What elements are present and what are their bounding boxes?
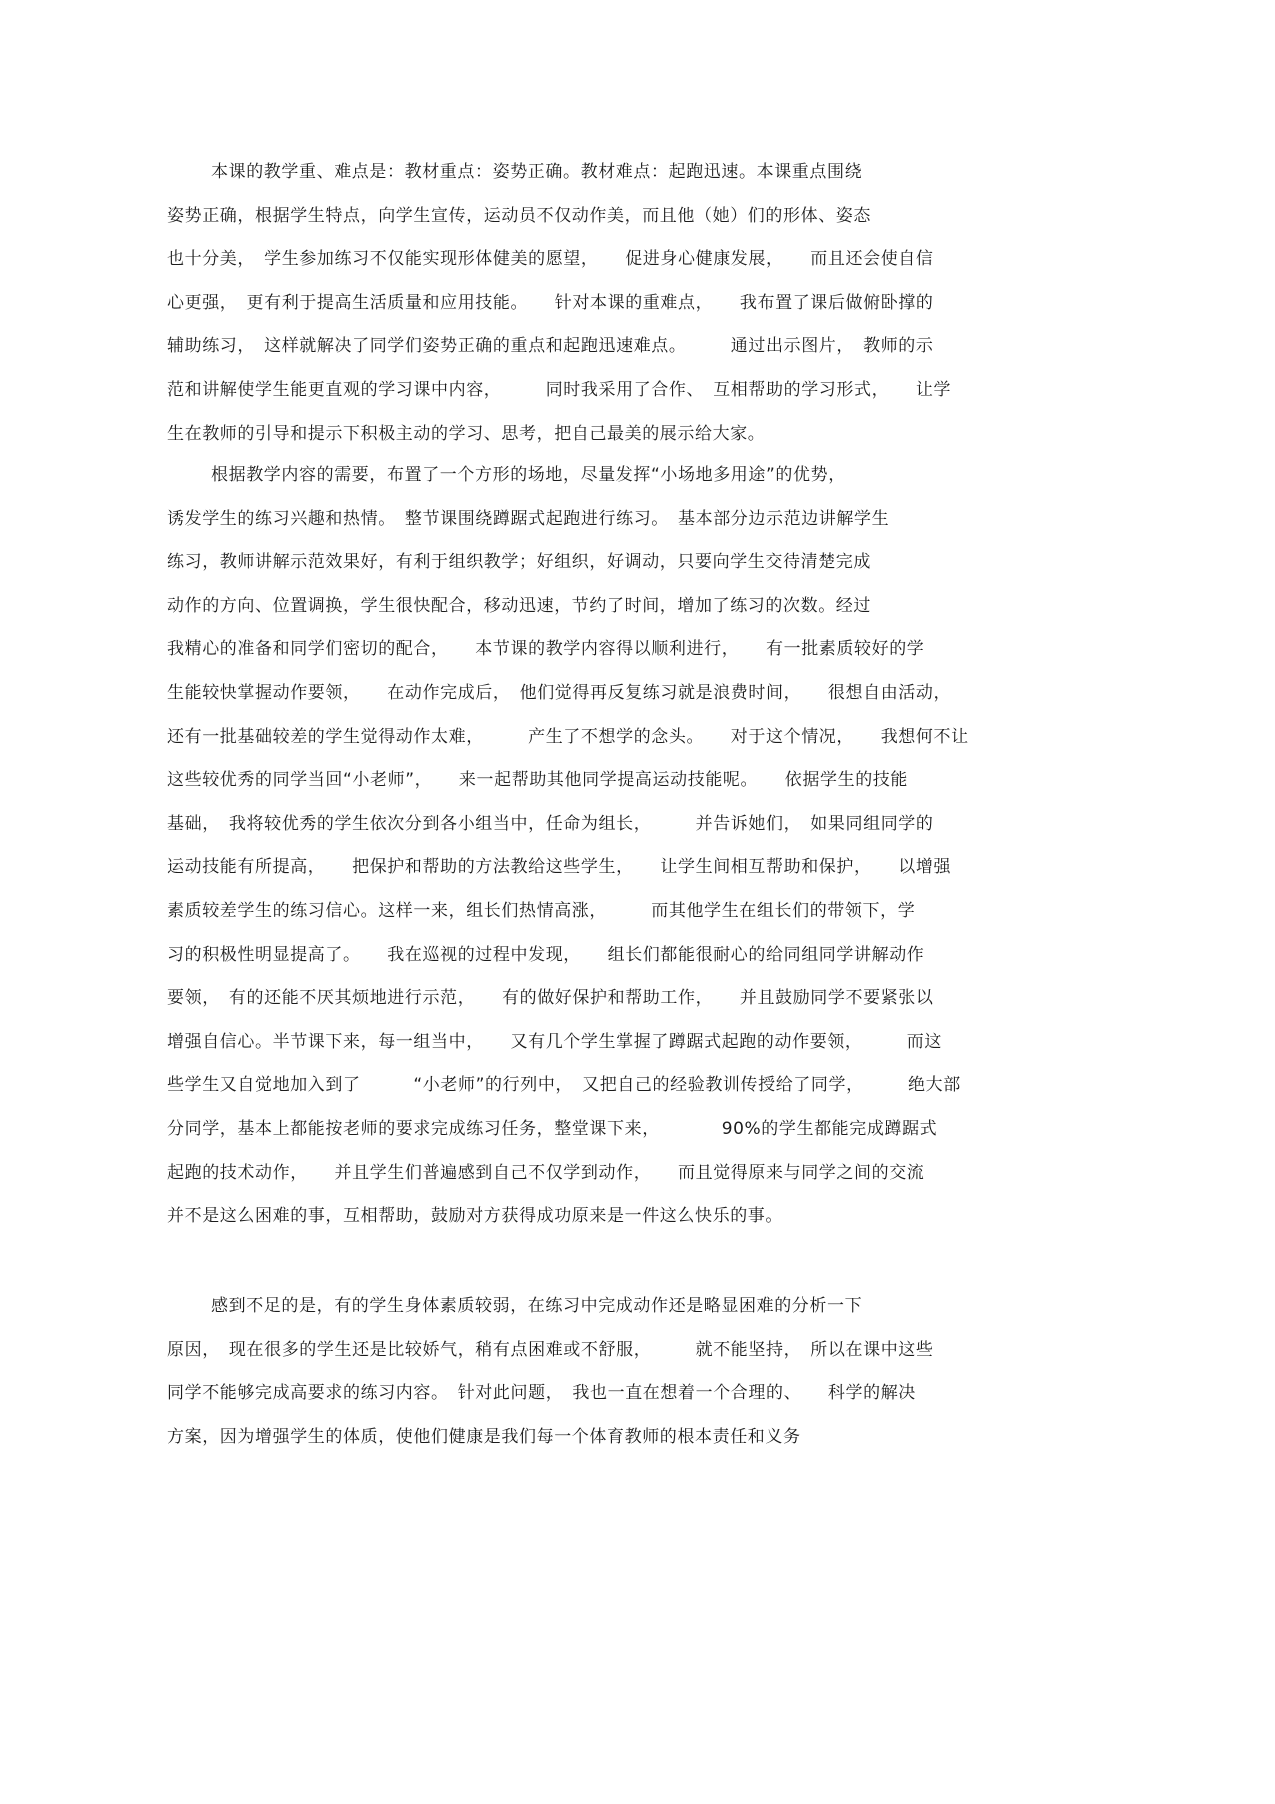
paragraph-line: 增强自信心。半节课下来，每一组当中， 又有几个学生掌握了蹲踞式起跑的动作要领， 而这 — [167, 1031, 942, 1052]
paragraph-first-line: 本课的教学重、难点是：教材重点：姿势正确。教材难点：起跑迅速。本课重点围绕 — [211, 162, 863, 182]
paragraph-line: 也十分美， 学生参加练习不仅能实现形体健美的愿望， 促进身心健康发展， 而且还会使自信 — [167, 249, 934, 270]
paragraph-line: 我精心的准备和同学们密切的配合， 本节课的教学内容得以顺利进行， 有一批素质较好的学 — [167, 639, 925, 660]
paragraph-first-line: 感到不足的是，有的学生身体素质较弱，在练习中完成动作还是略显困难的分析一下 — [211, 1296, 863, 1316]
paragraph-line: 同学不能够完成高要求的练习内容。 针对此问题， 我也一直在想着一个合理的、 科学的解决 — [167, 1383, 916, 1404]
paragraph-line: 方案，因为增强学生的体质，使他们健康是我们每一个体育教师的根本责任和义务 — [167, 1426, 801, 1447]
paragraph-line: 些学生又自觉地加入到了 “小老师”的行列中， 又把自己的经验教训传授给了同学， 绝大部 — [167, 1075, 961, 1096]
paragraph-line: 动作的方向、位置调换，学生很快配合，移动迅速，节约了时间，增加了练习的次数。经过 — [167, 595, 871, 616]
paragraph-first-line: 根据教学内容的需要，布置了一个方形的场地，尽量发挥“小场地多用途”的优势， — [211, 465, 846, 485]
paragraph-line: 基础， 我将较优秀的学生依次分到各小组当中，任命为组长， 并告诉她们， 如果同组同学的 — [167, 813, 934, 834]
paragraph-line: 运动技能有所提高， 把保护和帮助的方法教给这些学生， 让学生间相互帮助和保护， 以增强 — [167, 857, 952, 878]
paragraph-line: 还有一批基础较差的学生觉得动作太难， 产生了不想学的念头。 对于这个情况， 我想何不让 — [167, 726, 969, 747]
paragraph-line: 并不是这么困难的事，互相帮助，鼓励对方获得成功原来是一件这么快乐的事。 — [167, 1206, 783, 1227]
paragraph-line: 姿势正确，根据学生特点，向学生宣传，运动员不仅动作美，而且他（她）们的形体、姿态 — [167, 205, 871, 226]
paragraph-line: 原因， 现在很多的学生还是比较娇气，稍有点困难或不舒服， 就不能坚持， 所以在课中这些 — [167, 1339, 934, 1360]
paragraph-line: 要领， 有的还能不厌其烦地进行示范， 有的做好保护和帮助工作， 并且鼓励同学不要紧张以 — [167, 988, 934, 1009]
paragraph-line: 这些较优秀的同学当回“小老师”， 来一起帮助其他同学提高运动技能呢。 依据学生的技能 — [167, 770, 909, 791]
paragraph-line: 生在教师的引导和提示下积极主动的学习、思考，把自己最美的展示给大家。 — [167, 423, 766, 444]
paragraph-line: 起跑的技术动作， 并且学生们普遍感到自己不仅学到动作， 而且觉得原来与同学之间的交流 — [167, 1162, 925, 1183]
paragraph-line: 习的积极性明显提高了。 我在巡视的过程中发现， 组长们都能很耐心的给同组同学讲解动作 — [167, 944, 925, 965]
paragraph-line: 范和讲解使学生能更直观的学习课中内容， 同时我采用了合作、 互相帮助的学习形式， 让学 — [167, 380, 952, 400]
paragraph-line: 诱发学生的练习兴趣和热情。 整节课围绕蹲踞式起跑进行练习。 基本部分边示范边讲解学生 — [167, 508, 890, 529]
paragraph-line: 分同学，基本上都能按老师的要求完成练习任务，整堂课下来， 90%的学生都能完成蹲踞式 — [167, 1119, 938, 1139]
paragraph-line: 心更强， 更有利于提高生活质量和应用技能。 针对本课的重难点， 我布置了课后做俯卧撑的 — [167, 292, 934, 313]
paragraph-line: 生能较快掌握动作要领， 在动作完成后， 他们觉得再反复练习就是浪费时间， 很想自由活动， — [167, 683, 952, 703]
paragraph-line: 素质较差学生的练习信心。这样一来，组长们热情高涨， 而其他学生在组长们的带领下，学 — [167, 901, 916, 921]
paragraph-line: 练习，教师讲解示范效果好，有利于组织教学；好组织，好调动，只要向学生交待清楚完成 — [167, 552, 871, 573]
paragraph-line: 辅助练习， 这样就解决了同学们姿势正确的重点和起跑迅速难点。 通过出示图片， 教师的示 — [167, 336, 934, 357]
